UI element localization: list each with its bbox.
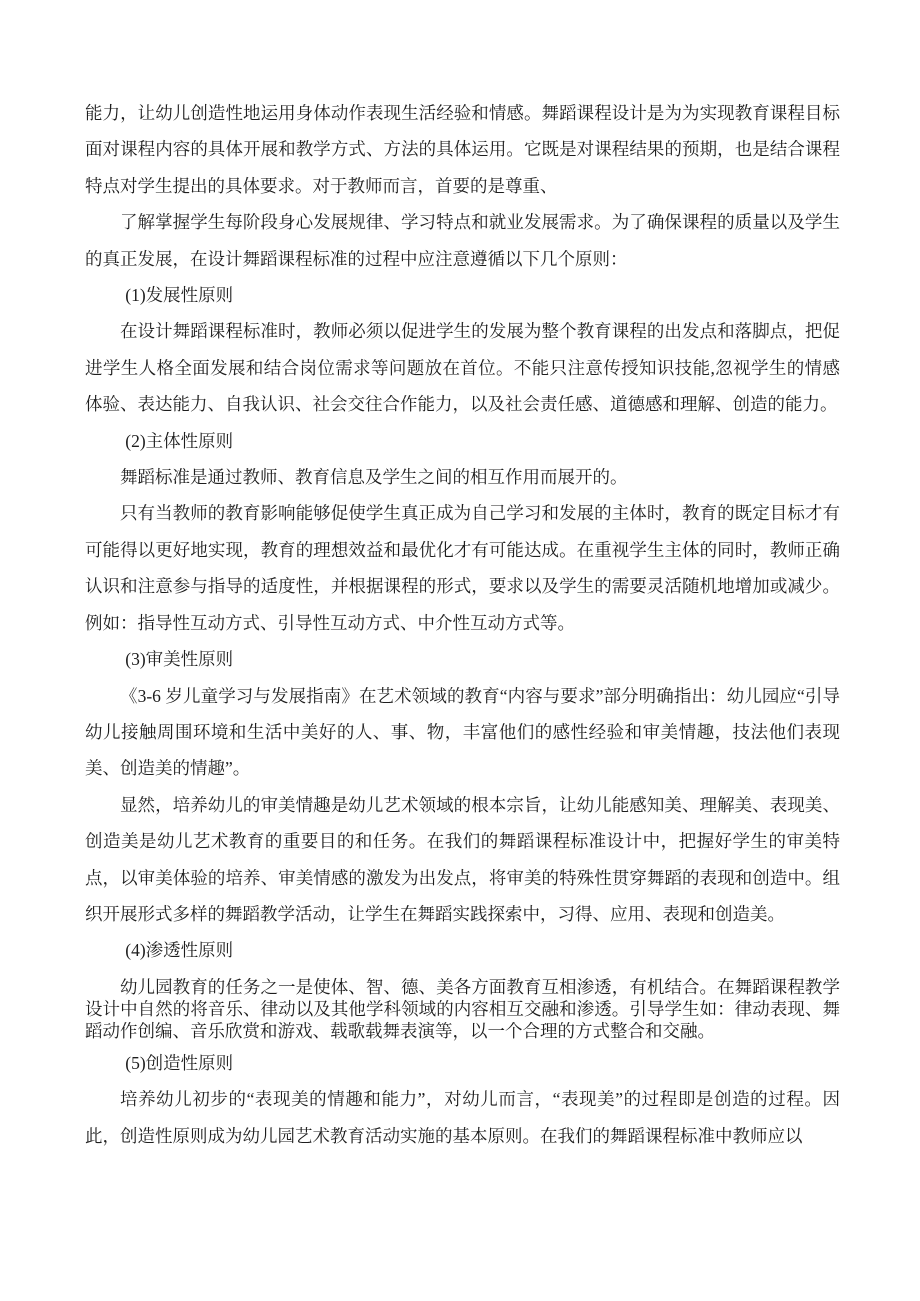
principle-3-heading: (3)审美性原则 [125,649,234,670]
principle-2-heading: (2)主体性原则 [125,430,234,451]
principle-1-body: 在设计舞蹈课程标准时，教师必须以促进学生的发展为整个教育课程的出发点和落脚点，把促进学生人格全面发展和结合岗位需求等问题放在首位。不能只注意传授知识技能,忽视学生的情感体验、表达能力、自我认识、社会交往合作能力，以及社会责任感、道德感和理解、创造的能力。 [85,321,840,415]
principle-3-body-2: 显然，培养幼儿的审美情趣是幼儿艺术领域的根本宗旨，让幼儿能感知美、理解美、表现美、创造美是幼儿艺术教育的重要目的和任务。在我们的舞蹈课程标准设计中，把握好学生的审美特点，以审美体验的培养、审美情感的激发为出发点，将审美的特殊性贯穿舞蹈的表现和创造中。组织开展形式多样的舞蹈教学活动，让学生在舞蹈实践探索中，习得、应用、表现和创造美。 [85,794,840,924]
principle-2-body-2: 只有当教师的教育影响能够促使学生真正成为自己学习和发展的主体时，教育的既定目标才有可能得以更好地实现，教育的理想效益和最优化才有可能达成。在重视学生主体的同时，教师正确认识和注意参与指导的适度性，并根据课程的形式，要求以及学生的需要灵活随机地增加或减少。例如：指导性互动方式、引导性互动方式、中介性互动方式等。 [85,503,840,633]
intro-paragraph: 了解掌握学生每阶段身心发展规律、学习特点和就业发展需求。为了确保课程的质量以及学生的真正发展，在设计舞蹈课程标准的过程中应注意遵循以下几个原则： [85,212,840,269]
principle-1-heading: (1)发展性原则 [125,285,234,306]
continuation-paragraph: 能力，让幼儿创造性地运用身体动作表现生活经验和情感。舞蹈课程设计是为为实现教育课程目标面对课程内容的具体开展和教学方式、方法的具体运用。它既是对课程结果的预期，也是结合课程特点对学生提出的具体要求。对于教师而言，首要的是尊重、 [85,103,840,196]
principle-5-body: 培养幼儿初步的“表现美的情趣和能力”，对幼儿而言，“表现美”的过程即是创造的过程。因此，创造性原则成为幼儿园艺术教育活动实施的基本原则。在我们的舞蹈课程标准中教师应以 [85,1089,840,1146]
principle-2-body-1: 舞蹈标准是通过教师、教育信息及学生之间的相互作用而展开的。 [120,467,628,488]
principle-4-heading: (4)渗透性原则 [125,940,234,961]
principle-4-body: 幼儿园教育的任务之一是使体、智、德、美各方面教育互相渗透，有机结合。在舞蹈课程教学设计中自然的将音乐、律动以及其他学科领域的内容相互交融和渗透。引导学生如：律动表现、舞蹈动作创编、音乐欣赏和游戏、载歌载舞表演等，以一个合理的方式整合和交融。 [85,976,840,1041]
principle-5-heading: (5)创造性原则 [125,1052,234,1073]
principle-3-body-1: 《3-6 岁儿童学习与发展指南》在艺术领域的教育“内容与要求”部分明确指出：幼儿园应“引导幼儿接触周围环境和生活中美好的人、事、物，丰富他们的感性经验和审美情趣，技法他们表现美、创造美的情趣”。 [85,685,840,779]
